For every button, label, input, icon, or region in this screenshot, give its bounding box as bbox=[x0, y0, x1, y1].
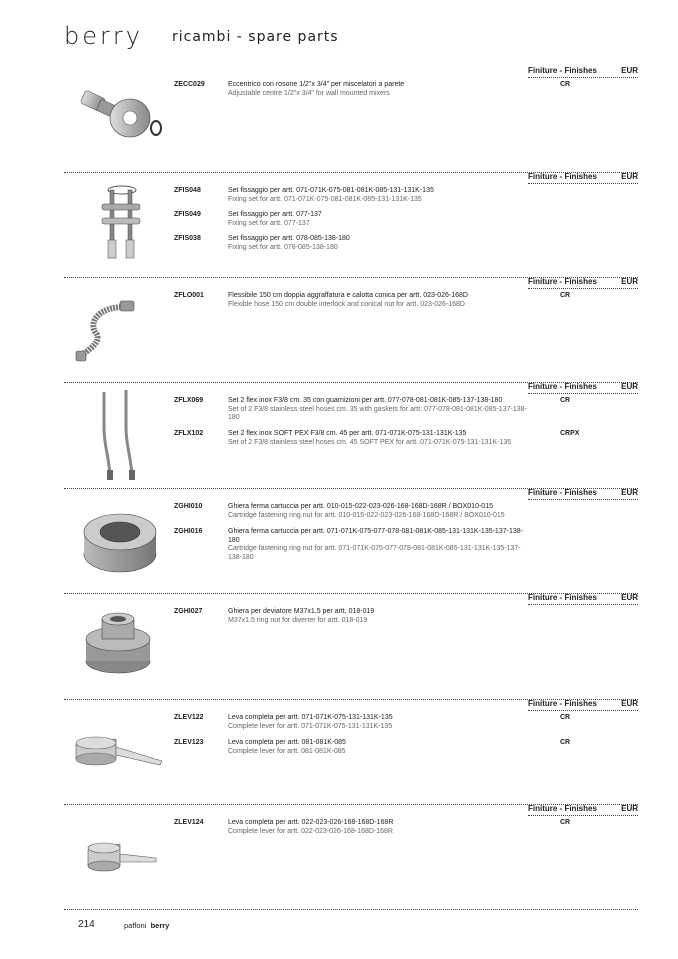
finish-code: CR bbox=[560, 81, 571, 88]
finish-code: CR bbox=[560, 292, 571, 299]
finish-code: CR bbox=[560, 819, 571, 826]
finish-code: CR bbox=[560, 739, 571, 746]
part-code: ZLEV122 bbox=[174, 714, 204, 721]
part-section: Finiture - Finishes EUR ZFLX069 Set 2 flex inox F3/8 cm. 35 con guarnizioni per artt. 077-078-081-081K-085-137-138-180 Set of 2 F3/8 stainless steel hoses cm. 35 with gaskets for artt. 077-078-081-081K-085-137-138-180 CR ZFLX102 Set 2 flex inox SOFT PEX F3/8 cm. 45 per artt. 071-071K-075-131-131K-135 Set of 2 F3/8 stainless steel hoses cm. 45 SOFT PEX for artt. 071-071K-075-131-131K-135 CRPX bbox=[64, 382, 638, 488]
footer-divider bbox=[64, 909, 638, 910]
part-desc-en: Flexible hose 150 cm double interlock and conical nut for artt. 023-026-168D bbox=[228, 300, 465, 308]
brand-title: berry bbox=[64, 22, 143, 50]
part-desc-en: M37x1.5 ring nut for diverter for artt. 018-019 bbox=[228, 616, 368, 624]
finish-code: CR bbox=[560, 714, 571, 721]
part-desc-it: Set 2 flex inox SOFT PEX F3/8 cm. 45 per artt. 071-071K-075-131-131K-135 bbox=[228, 430, 467, 437]
flexible-hose-icon bbox=[68, 283, 168, 377]
part-code: ZLEV123 bbox=[174, 739, 204, 746]
part-desc-en: Set of 2 F3/8 stainless steel hoses cm. 45 SOFT PEX for artt. 071-071K-075-131-131K-135 bbox=[228, 438, 512, 446]
page-number: 214 bbox=[78, 919, 95, 930]
part-code: ZFIS038 bbox=[174, 235, 201, 242]
finish-code: CRPX bbox=[560, 430, 580, 437]
part-code: ZGHI027 bbox=[174, 608, 203, 615]
part-desc-en: Fixing set for artt. 071-071K-075-081-081K-085-131-131K-135 bbox=[228, 195, 422, 203]
flex-hoses-icon bbox=[68, 388, 168, 482]
part-desc-it: Eccentrico con rosone 1/2"x 3/4" per miscelatori a parete bbox=[228, 81, 405, 88]
part-section: Finiture - Finishes EUR ZFLO001 Flessibile 150 cm doppia aggraffatura e calotta conica per artt. 023-026-168D Flexible hose 150 cm double interlock and conical nut for artt. 023-026-168D CR bbox=[64, 277, 638, 383]
part-desc-it: Set fissaggio per artt. 071-071K-075-081-081K-085-131-131K-135 bbox=[228, 187, 434, 194]
ring-nut-icon bbox=[68, 494, 168, 588]
part-desc-it: Leva completa per artt. 071-071K-075-131-131K-135 bbox=[228, 714, 393, 721]
part-desc-it: Set fissaggio per artt. 077-137 bbox=[228, 211, 322, 218]
part-desc-en: Cartridge fastening ring nut for artt. 010-015-022-023-026-168-168D-168R / BOX010-015 bbox=[228, 511, 505, 519]
part-desc-it: Set fissaggio per artt. 078-085-138-180 bbox=[228, 235, 350, 242]
part-code: ZFIS048 bbox=[174, 187, 201, 194]
part-code: ZFIS049 bbox=[174, 211, 201, 218]
part-code: ZFLO001 bbox=[174, 292, 204, 299]
fixing-set-icon bbox=[68, 178, 168, 272]
part-desc-it: Flessibile 150 cm doppia aggraffatura e calotta conica per artt. 023-026-168D bbox=[228, 292, 468, 299]
part-desc-en: Fixing set for artt. 078-085-138-180 bbox=[228, 243, 338, 251]
part-desc-en: Cartridge fastening ring nut for artt. 071-071K-075-077-078-081-081K-085-131-131K-135-137-138-180 bbox=[228, 545, 521, 561]
footer-brand: paffoni berry bbox=[124, 921, 170, 930]
part-section: Finiture - Finishes EUR ZFIS048 Set fissaggio per artt. 071-071K-075-081-081K-085-131-131K-135 Fixing set for artt. 071-071K-075-081-081K-085-131-131K-135 ZFIS049 Set fissaggio per artt. 077-137 Fixing set for artt. 077-137 ZFIS038 Set fissaggio per artt. 078-085-138-180 Fixing set for artt. 078-085-138-180 bbox=[64, 172, 638, 278]
part-code: ZGHI010 bbox=[174, 503, 203, 510]
page-subtitle: ricambi - spare parts bbox=[172, 29, 339, 45]
part-desc-it: Ghiera ferma cartuccia per artt. 071-071K-075-077-078-081-081K-085-131-131K-135-137-138-180 bbox=[228, 528, 523, 544]
finish-code: CR bbox=[560, 397, 571, 404]
part-desc-it: Leva completa per artt. 081-081K-085 bbox=[228, 739, 346, 746]
part-code: ZLEV124 bbox=[174, 819, 204, 826]
part-code: ZECC029 bbox=[174, 81, 205, 88]
part-desc-en: Set of 2 F3/8 stainless steel hoses cm. 35 with gaskets for artt. 077-078-081-081K-085-137-138-180 bbox=[228, 405, 527, 421]
part-section: Finiture - Finishes EUR ZGHI010 Ghiera ferma cartuccia per artt. 010-015-022-023-026-168-168D-168R / BOX010-015 Cartridge fastening ring nut for artt. 010-015-022-023-026-168-168D-168R / BOX010-015 ZGHI016 Ghiera ferma cartuccia per artt. 071-071K-075-077-078-081-081K-085-131-131K-135-137-138-180 Cartridge fastening ring nut for artt. 071-071K-075-077-078-081-081K-085-131-131K-135-137-138-180 bbox=[64, 488, 638, 594]
part-desc-en: Adjustable centre 1/2"x 3/4" for wall mounted mixers bbox=[228, 89, 390, 97]
part-desc-en: Complete lever for artt. 022-023-026-168-168D-168R bbox=[228, 827, 393, 835]
lever-short-icon bbox=[68, 810, 168, 904]
part-desc-it: Leva completa per artt. 022-023-026-168-168D-168R bbox=[228, 819, 394, 826]
part-section: Finiture - Finishes EUR ZGHI027 Ghiera per deviatore M37x1.5 per artt. 018-019 M37x1.5 ring nut for diverter for artt. 018-019 bbox=[64, 593, 638, 699]
part-code: ZFLX102 bbox=[174, 430, 204, 437]
part-desc-it: Set 2 flex inox F3/8 cm. 35 con guarnizioni per artt. 077-078-081-081K-085-137-138-180 bbox=[228, 397, 503, 404]
part-code: ZFLX069 bbox=[174, 397, 204, 404]
part-code: ZGHI016 bbox=[174, 528, 203, 535]
part-section: Finiture - Finishes EUR ZECC029 Eccentrico con rosone 1/2"x 3/4" per miscelatori a parete Adjustable centre 1/2"x 3/4" for wall mounted mixers CR bbox=[64, 66, 638, 172]
diverter-nut-icon bbox=[68, 599, 168, 693]
part-desc-it: Ghiera ferma cartuccia per artt. 010-015-022-023-026-168-168D-168R / BOX010-015 bbox=[228, 503, 493, 510]
part-section: Finiture - Finishes EUR ZLEV124 Leva completa per artt. 022-023-026-168-168D-168R Complete lever for artt. 022-023-026-168-168D-168R CR bbox=[64, 804, 638, 910]
eccentric-fitting-icon bbox=[68, 72, 168, 166]
part-desc-en: Complete lever for artt. 071-071K-075-131-131K-135 bbox=[228, 722, 393, 730]
lever-icon bbox=[68, 705, 168, 799]
part-section: Finiture - Finishes EUR ZLEV122 Leva completa per artt. 071-071K-075-131-131K-135 Complete lever for artt. 071-071K-075-131-131K-135 CR ZLEV123 Leva completa per artt. 081-081K-085 Complete lever for artt. 081-081K-085 CR bbox=[64, 699, 638, 805]
part-desc-en: Fixing set for artt. 077-137 bbox=[228, 219, 310, 227]
part-desc-en: Complete lever for artt. 081-081K-085 bbox=[228, 747, 346, 755]
part-desc-it: Ghiera per deviatore M37x1.5 per artt. 018-019 bbox=[228, 608, 375, 615]
